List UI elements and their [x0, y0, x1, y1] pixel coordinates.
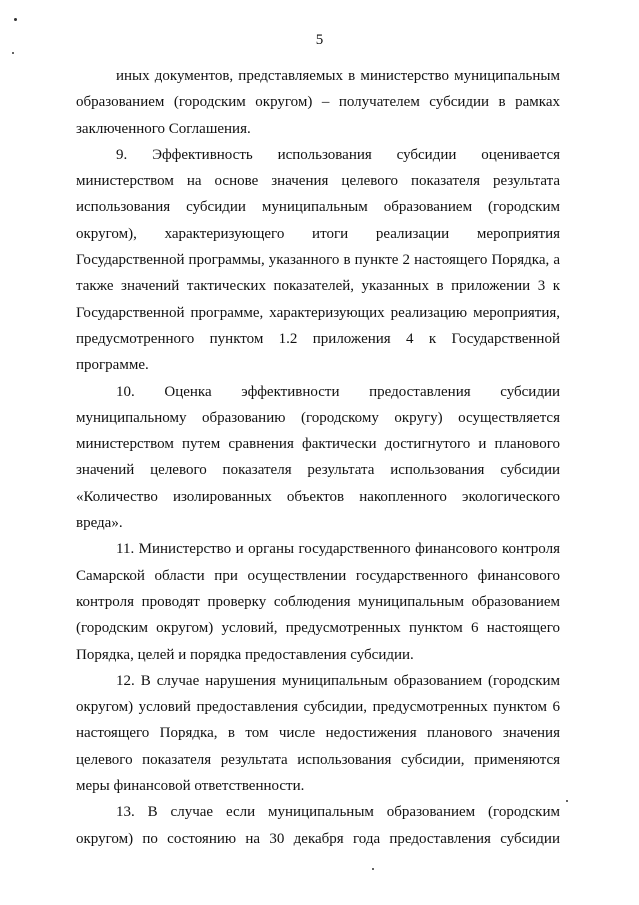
text-line: (городским округом) условий, предусмотренных пунктом 6 настоящего	[76, 620, 560, 637]
document-body	[76, 63, 560, 852]
text-line: меры финансовой ответственности.	[76, 778, 305, 795]
text-line: округом), характеризующего итоги реализации мероприятия	[76, 225, 560, 242]
text-line: также значений тактических показателей, указанных в приложении 3 к	[76, 278, 560, 295]
text-line: Государственной программы, указанного в пункте 2 настоящего Порядка, а	[76, 252, 560, 269]
text-line: Самарской области при осуществлении государственного финансового	[76, 567, 560, 584]
text-line: Порядка, целей и порядка предоставления субсидии.	[76, 646, 414, 663]
scan-speck	[12, 52, 14, 54]
scan-speck	[14, 18, 17, 21]
text-line: использования субсидии муниципальным образованием (городским	[76, 199, 560, 216]
text-line: предусмотренного пунктом 1.2 приложения 4 к Государственной	[76, 330, 560, 347]
text-line: министерством путем сравнения фактически достигнутого и планового	[76, 436, 560, 453]
text-line: образованием (городским округом) – получателем субсидии в рамках	[76, 94, 560, 111]
text-line: Государственной программе, характеризующих реализацию мероприятия,	[76, 304, 560, 321]
paragraph-12	[76, 668, 560, 799]
text-line: 9. Эффективность использования субсидии оценивается	[116, 146, 560, 163]
text-line: министерством на основе значения целевого показателя результата	[76, 173, 560, 190]
paragraph-13	[76, 799, 560, 852]
text-line: иных документов, представляемых в министерство муниципальным	[116, 68, 560, 84]
scan-speck	[566, 800, 568, 802]
text-line: контроля проводят проверку соблюдения муниципальным образованием	[76, 593, 560, 610]
paragraph-10	[76, 379, 560, 537]
text-line: муниципальному образованию (городскому округу) осуществляется	[76, 409, 560, 426]
text-line: «Количество изолированных объектов накопленного экологического	[76, 488, 560, 505]
paragraph-11	[76, 536, 560, 667]
text-line: округом) по состоянию на 30 декабря года предоставления субсидии	[76, 830, 560, 847]
scan-speck	[372, 868, 374, 870]
text-line: значений целевого показателя результата использования субсидии	[76, 462, 560, 479]
text-line: заключенного Соглашения.	[76, 120, 251, 137]
text-line: 12. В случае нарушения муниципальным образованием (городским	[116, 672, 560, 689]
text-line: целевого показателя результата использования субсидии, применяются	[76, 751, 560, 768]
paragraph-continuation	[76, 63, 560, 142]
text-line: 13. В случае если муниципальным образованием (городским	[116, 804, 560, 821]
text-line: 11. Министерство и органы государственного финансового контроля	[116, 541, 560, 558]
paragraph-9	[76, 142, 560, 379]
text-line: настоящего Порядка, в том числе недостижения планового значения	[76, 725, 560, 742]
text-line: округом) условий предоставления субсидии, предусмотренных пунктом 6	[76, 699, 560, 716]
text-line: вреда».	[76, 515, 123, 532]
text-line: программе.	[76, 357, 149, 374]
text-line: 10. Оценка эффективности предоставления субсидии	[116, 383, 560, 400]
page-number: 5	[315, 32, 324, 48]
